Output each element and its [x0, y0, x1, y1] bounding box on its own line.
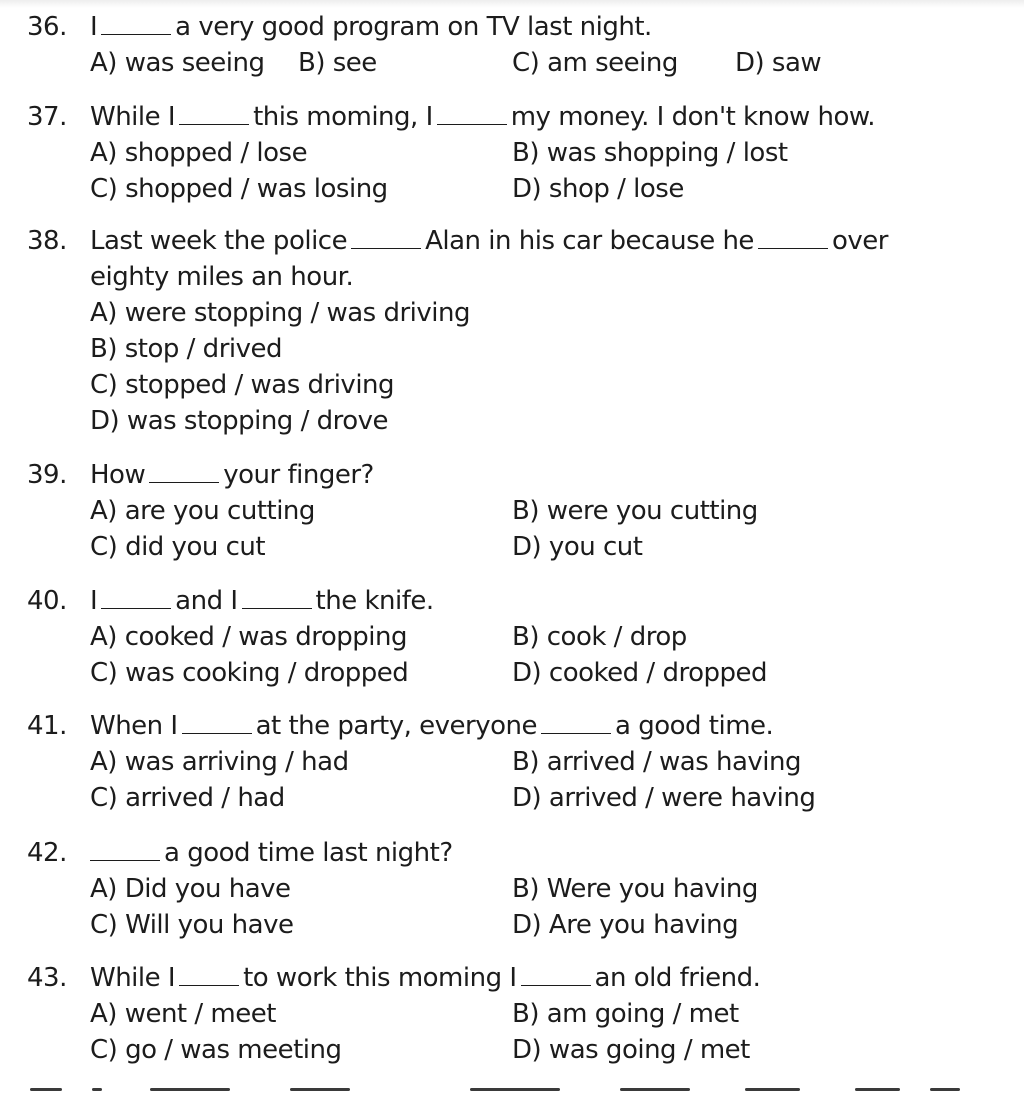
option-c: C) did you cut: [90, 532, 266, 562]
option-b: B) were you cutting: [512, 496, 758, 526]
answer-blank: [351, 228, 421, 249]
option-c: C) shopped / was losing: [90, 174, 388, 204]
question-stem: While I this moming, I my money. I don't know how.: [90, 102, 876, 132]
answer-blank: [521, 965, 591, 986]
question-number: 40.: [27, 586, 67, 616]
question-stem-continued: eighty miles an hour.: [90, 262, 354, 292]
answer-blank: [437, 104, 507, 125]
question-number: 36.: [27, 12, 67, 42]
option-c: C) am seeing: [512, 48, 678, 78]
cut-off-glyphs: [930, 1088, 960, 1091]
cut-off-glyphs: [470, 1088, 560, 1091]
option-c: C) go / was meeting: [90, 1035, 342, 1065]
cut-off-glyphs: [855, 1088, 900, 1091]
page-top-edge: [0, 0, 1024, 8]
question-number: 39.: [27, 460, 67, 490]
option-d: D) Are you having: [512, 910, 739, 940]
option-a: A) Did you have: [90, 874, 291, 904]
answer-blank: [179, 965, 239, 986]
option-a: A) were stopping / was driving: [90, 298, 471, 328]
answer-blank: [90, 840, 160, 861]
answer-blank: [541, 713, 611, 734]
option-b: B) was shopping / lost: [512, 138, 788, 168]
option-b: B) am going / met: [512, 999, 739, 1029]
option-c: C) was cooking / dropped: [90, 658, 409, 688]
question-number: 42.: [27, 838, 67, 868]
cut-off-glyphs: [290, 1088, 350, 1091]
question-stem: When I at the party, everyone a good time.: [90, 711, 774, 741]
answer-blank: [182, 713, 252, 734]
question-stem: I a very good program on TV last night.: [90, 12, 652, 42]
question-number: 38.: [27, 226, 67, 256]
question-stem: a good time last night?: [90, 838, 453, 868]
question-number: 37.: [27, 102, 67, 132]
answer-blank: [758, 228, 828, 249]
cut-off-glyphs: [620, 1088, 690, 1091]
option-b: B) cook / drop: [512, 622, 687, 652]
option-b: B) Were you having: [512, 874, 758, 904]
cut-off-glyphs: [745, 1088, 800, 1091]
cut-off-glyphs: [150, 1088, 230, 1091]
cut-off-glyphs: [30, 1088, 62, 1091]
answer-blank: [101, 588, 171, 609]
option-d: D) was stopping / drove: [90, 406, 388, 436]
question-stem: I and I the knife.: [90, 586, 434, 616]
option-b: B) see: [298, 48, 377, 78]
option-c: C) stopped / was driving: [90, 370, 395, 400]
option-d: D) saw: [735, 48, 822, 78]
option-b: B) arrived / was having: [512, 747, 802, 777]
option-a: A) was seeing: [90, 48, 265, 78]
option-b: B) stop / drived: [90, 334, 282, 364]
option-a: A) went / meet: [90, 999, 276, 1029]
option-a: A) was arriving / had: [90, 747, 349, 777]
answer-blank: [242, 588, 312, 609]
answer-blank: [101, 14, 171, 35]
option-d: D) was going / met: [512, 1035, 750, 1065]
question-stem: While I to work this moming I an old friend.: [90, 963, 761, 993]
question-number: 41.: [27, 711, 67, 741]
option-c: C) arrived / had: [90, 783, 285, 813]
cut-off-next-line: [0, 1088, 1024, 1095]
option-d: D) shop / lose: [512, 174, 684, 204]
option-d: D) you cut: [512, 532, 643, 562]
cut-off-glyphs: [92, 1088, 102, 1091]
question-stem: How your finger?: [90, 460, 374, 490]
option-c: C) Will you have: [90, 910, 294, 940]
option-a: A) cooked / was dropping: [90, 622, 407, 652]
option-d: D) arrived / were having: [512, 783, 816, 813]
answer-blank: [179, 104, 249, 125]
question-stem: Last week the police Alan in his car because he over: [90, 226, 888, 256]
question-number: 43.: [27, 963, 67, 993]
option-d: D) cooked / dropped: [512, 658, 767, 688]
answer-blank: [149, 462, 219, 483]
option-a: A) shopped / lose: [90, 138, 308, 168]
option-a: A) are you cutting: [90, 496, 315, 526]
